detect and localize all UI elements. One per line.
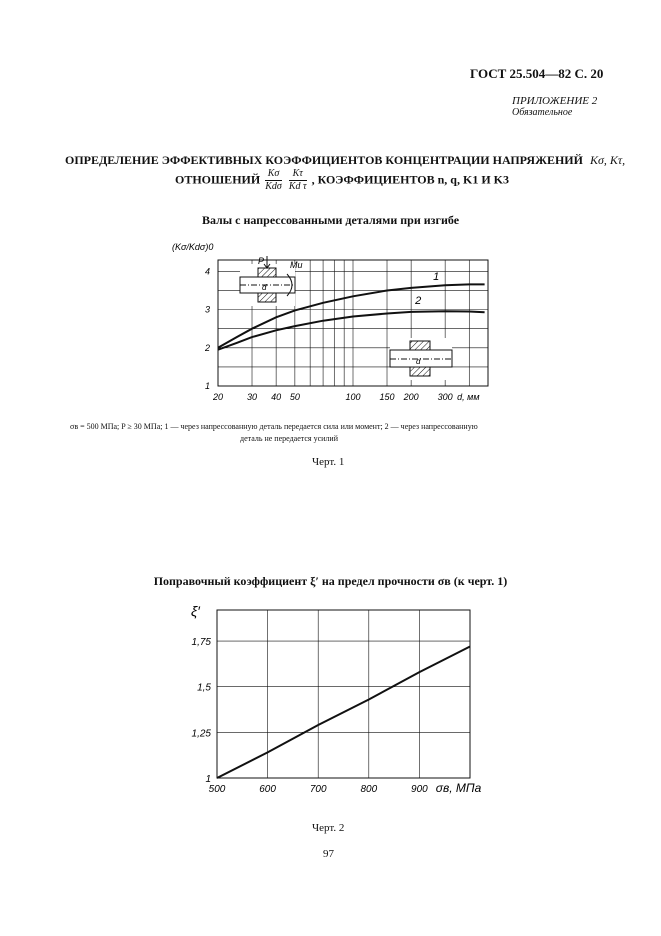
chart1-x-tick-label: 150 xyxy=(379,392,395,402)
chart2-x-tick-label: 600 xyxy=(259,784,276,795)
chart1-x-tick-label: 200 xyxy=(403,392,419,402)
chart2-y-tick-label: 1,5 xyxy=(197,682,211,694)
chart2-frame xyxy=(217,610,470,778)
chart2-series-line xyxy=(217,647,470,779)
fraction-k-sigma-num: Kσ xyxy=(265,168,282,181)
chart2-grid xyxy=(217,610,470,778)
diagram1-hub-bottom xyxy=(258,293,276,302)
shaft-diagram-2 xyxy=(390,338,452,380)
chart1-x-axis-label: d, мм xyxy=(457,392,480,402)
fraction-k-tau xyxy=(289,168,307,193)
chart2-caption: Черт. 2 xyxy=(312,822,345,834)
chart2-x-tick-label: 800 xyxy=(360,784,378,795)
chart2-title: Поправочный коэффициент ξ′ на предел прочности σв (к черт. 1) xyxy=(153,574,508,588)
chart2-svg xyxy=(165,596,485,806)
heading-line2 xyxy=(175,168,509,193)
chart2-x-tick-label: 500 xyxy=(208,784,226,795)
fraction-k-sigma-den: Kdσ xyxy=(265,181,282,192)
chart1-series-label-2: 2 xyxy=(415,294,422,307)
chart1-x-tick-label: 50 xyxy=(289,392,300,402)
chart1-x-tick-label: 100 xyxy=(345,392,361,402)
gost-header: ГОСТ 25.504—82 С. 20 xyxy=(470,66,604,81)
chart2-x-tick-label: 900 xyxy=(411,784,428,795)
diagram1-p-label: P xyxy=(258,256,265,266)
chart1-x-tick-label: 20 xyxy=(212,392,224,402)
diagram2-hub-top xyxy=(410,341,430,350)
fraction-k-tau-num: Kτ xyxy=(289,168,307,181)
fraction-k-tau-den: Kd τ xyxy=(288,181,307,192)
chart1-title: Валы с напрессованными деталями при изгибе xyxy=(201,213,460,227)
heading-line1-text: ОПРЕДЕЛЕНИЕ ЭФФЕКТИВНЫХ КОЭФФИЦИЕНТОВ КОНЦЕНТРАЦИИ НАПРЯЖЕНИЙ xyxy=(65,153,583,167)
page-number: 97 xyxy=(323,848,334,860)
chart1-y-tick-label: 4 xyxy=(204,266,210,277)
chart1-x-tick-label: 30 xyxy=(247,392,258,402)
chart1-y-axis-label: (Kσ/Kdσ)0 xyxy=(172,242,214,252)
chart2-x-tick-label: 700 xyxy=(309,784,327,795)
diagram1-mu-label: Mu xyxy=(290,260,303,270)
chart2-x-axis-label: σв, МПа xyxy=(435,781,482,795)
mandatory-label: Обязательное xyxy=(512,107,573,118)
fraction-k-sigma xyxy=(265,168,282,193)
heading-line1 xyxy=(65,153,625,168)
heading-line2-prefix: ОТНОШЕНИЙ xyxy=(175,172,261,187)
diagram1-d-label: d xyxy=(262,283,267,292)
chart1-y-tick-label: 1 xyxy=(204,381,210,391)
heading-line2-suffix: , КОЭФФИЦИЕНТОВ n, q, K1 И K3 xyxy=(311,172,509,187)
chart2-labels xyxy=(191,603,482,795)
chart2-y-axis-label: ξ′ xyxy=(191,603,200,619)
chart1-note-line1: σв = 500 МПа; P ≥ 30 МПа; 1 — через напрессованную деталь передается сила или момент; 2 — через напрессованную xyxy=(70,422,478,431)
chart1-x-tick-label: 300 xyxy=(437,392,453,402)
heading-line1-symbols: Kσ, Kτ, xyxy=(589,153,626,167)
chart1-caption: Черт. 1 xyxy=(312,456,345,468)
chart1-y-tick-label: 3 xyxy=(204,304,210,315)
appendix-label: ПРИЛОЖЕНИЕ 2 xyxy=(512,95,598,107)
chart1-y-tick-label: 2 xyxy=(204,342,210,353)
chart2-y-tick-label: 1,25 xyxy=(191,728,211,740)
chart1-x-tick-label: 40 xyxy=(271,392,282,402)
chart2-series xyxy=(217,647,470,779)
chart1-series-label-1: 1 xyxy=(433,270,440,283)
diagram2-d-label: d xyxy=(416,357,421,366)
diagram1-hub-top xyxy=(258,268,276,277)
chart2-y-tick-label: 1 xyxy=(205,774,211,785)
diagram2-hub-bottom xyxy=(410,367,430,376)
chart1-svg xyxy=(170,238,500,410)
shaft-diagram-1 xyxy=(240,256,303,306)
chart2-y-tick-label: 1,75 xyxy=(191,637,211,649)
chart1-note-line2: деталь не передается усилий xyxy=(240,434,338,443)
